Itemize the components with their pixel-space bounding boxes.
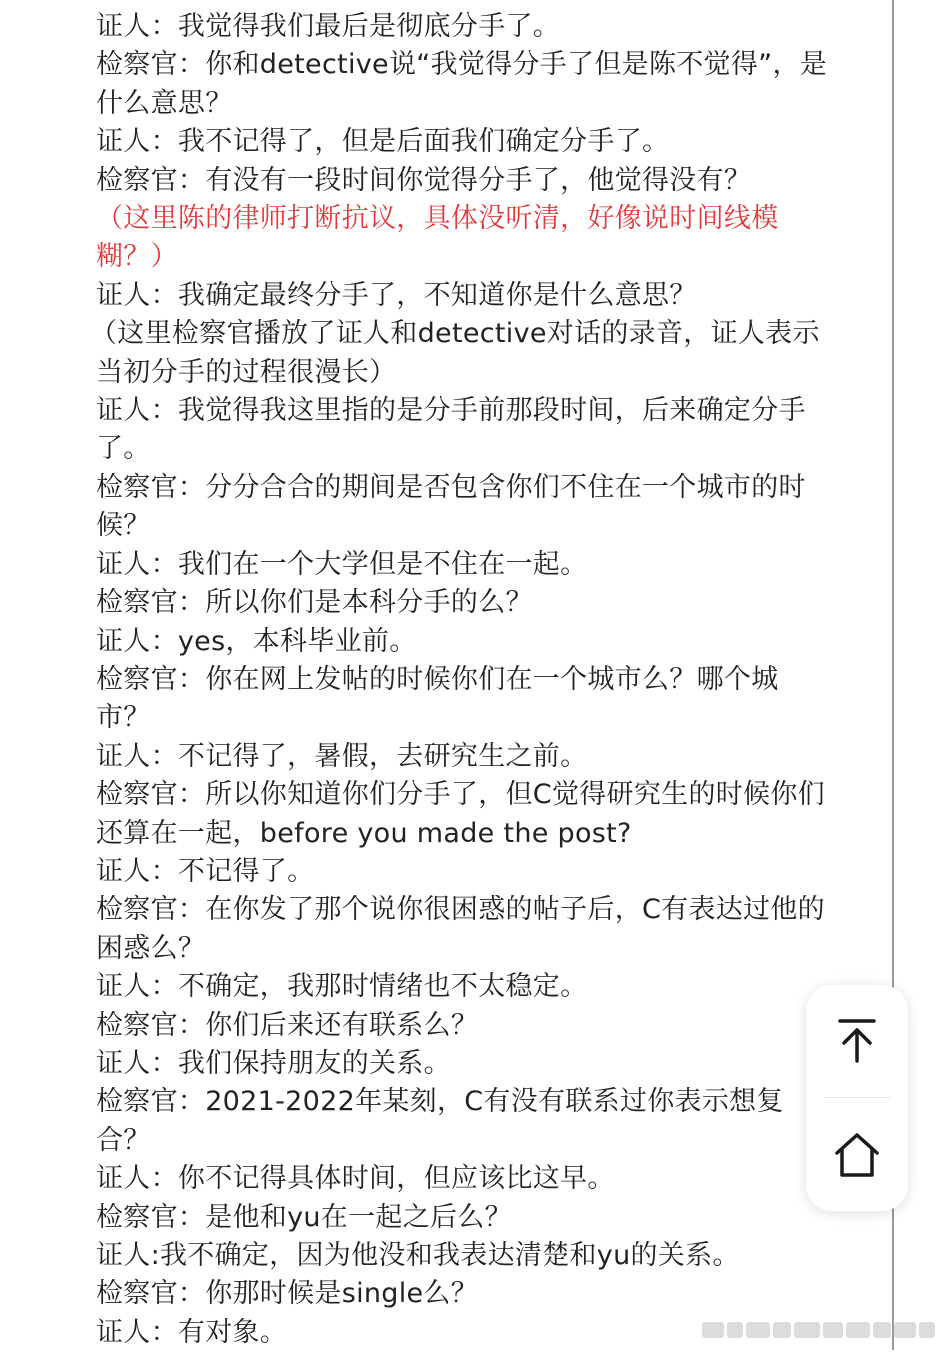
home-icon [832, 1131, 882, 1179]
watermark-block [846, 1322, 870, 1338]
transcript-line: 检察官：分分合合的期间是否包含你们不住在一个城市的时候？ [96, 471, 806, 542]
transcript-line: 检察官：你那时候是single么？ [96, 1278, 479, 1310]
watermark-block [894, 1322, 916, 1338]
back-to-top-button[interactable] [806, 985, 908, 1097]
transcript-line: 证人：有对象。 [96, 1316, 288, 1348]
watermark-block [702, 1322, 724, 1338]
transcript-line: 检察官：你和detective说“我觉得分手了但是陈不觉得”，是什么意思？ [96, 49, 828, 119]
recording-note: （这里检察官播放了证人和detective对话的录音，证人表示当初分手的过程很漫长） [90, 318, 820, 388]
transcript-line: 检察官：有没有一段时间你觉得分手了，他觉得没有？ [96, 164, 752, 196]
watermark-block [773, 1322, 791, 1338]
transcript-line: 证人：你不记得具体时间，但应该比这早。 [96, 1163, 615, 1195]
lawyer-objection-note: （这里陈的律师打断抗议，具体没听清，好像说时间线模糊？） [96, 203, 779, 273]
transcript-line: 证人：我们保持朋友的关系。 [96, 1047, 451, 1079]
transcript-line: 证人：我觉得我这里指的是分手前那段时间，后来确定分手了。 [96, 395, 806, 465]
floating-action-panel [806, 985, 908, 1211]
transcript-line: 检察官：是他和yu在一起之后么？ [96, 1201, 512, 1233]
transcript-document [90, 8, 831, 1352]
transcript-line: 证人：不记得了。 [96, 855, 315, 887]
transcript-line: 检察官：你在网上发帖的时候你们在一个城市么？哪个城市？ [96, 663, 779, 734]
transcript-line: 证人：不记得了，暑假，去研究生之前。 [96, 740, 588, 772]
transcript-line: 证人：我觉得我们最后是彻底分手了。 [96, 11, 561, 42]
transcript-line: 证人：我们在一个大学但是不住在一起。 [96, 548, 588, 580]
panel-separator [824, 1097, 890, 1098]
watermark-block [727, 1322, 743, 1338]
transcript-line: 检察官：你们后来还有联系么？ [96, 1009, 479, 1041]
transcript-line: 证人：不确定，我那时情绪也不太稳定。 [96, 971, 588, 1003]
watermark-block [873, 1322, 891, 1338]
transcript-line: 检察官：所以你们是本科分手的么？ [96, 587, 533, 619]
watermark-block [746, 1322, 770, 1338]
watermark-block [919, 1322, 935, 1338]
transcript-line: 证人：我确定最终分手了，不知道你是什么意思？ [96, 279, 697, 311]
transcript-line: 证人:我不确定，因为他没和我表达清楚和yu的关系。 [96, 1240, 740, 1271]
transcript-line: 检察官：在你发了那个说你很困惑的帖子后，C有表达过他的困惑么？ [96, 894, 825, 964]
watermark-block [823, 1322, 843, 1338]
home-button[interactable] [806, 1099, 908, 1211]
transcript-line: 证人：yes，本科毕业前。 [96, 625, 417, 657]
arrow-up-to-line-icon [837, 1018, 877, 1064]
transcript-line: 检察官：所以你知道你们分手了，但C觉得研究生的时候你们还算在一起，before you made the post? [96, 779, 825, 849]
transcript-line: 检察官：2021-2022年某刻，C有没有联系过你表示想复合？ [96, 1086, 784, 1156]
transcript-line: 证人：我不记得了，但是后面我们确定分手了。 [96, 126, 670, 158]
watermark-block [794, 1322, 820, 1338]
blurred-watermark [702, 1320, 935, 1340]
